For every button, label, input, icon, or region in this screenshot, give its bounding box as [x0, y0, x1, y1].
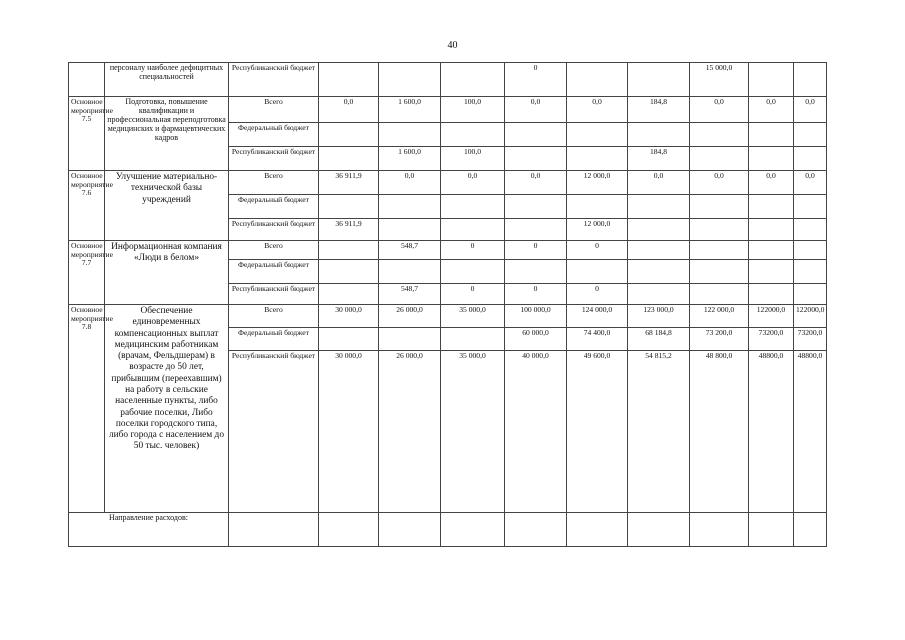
amount-cell: 184,8 [628, 147, 690, 171]
event-name: Обеспечение единовременных компенсационных выплат медицинским работникам (врачам, Фельдшерам) в возрасте до 50 лет, прибывшим (переехавшим) на работу в сельские населенные пункты, либо рабочие поселки, Либо поселки городского типа, либо города с населением до 50 тыс. человек) [105, 305, 229, 513]
table-row [69, 63, 827, 97]
amount-cell [794, 219, 827, 241]
amount-cell: 35 000,0 [441, 305, 505, 328]
amount-cell [567, 63, 628, 97]
amount-cell: 0 [505, 241, 567, 260]
amount-cell: 73200,0 [749, 328, 794, 351]
amount-cell: 0,0 [749, 171, 794, 195]
funding-source: Федеральный бюджет [229, 123, 319, 147]
amount-cell: 26 000,0 [379, 351, 441, 513]
amount-cell: 123 000,0 [628, 305, 690, 328]
event-name: Информационная компания «Люди в белом» [105, 241, 229, 305]
amount-cell [441, 195, 505, 219]
amount-cell: 30 000,0 [319, 351, 379, 513]
amount-cell: 49 600,0 [567, 351, 628, 513]
amount-cell [319, 260, 379, 284]
amount-cell: 100,0 [441, 147, 505, 171]
amount-cell [749, 147, 794, 171]
empty-cell [319, 513, 379, 547]
table-row [69, 241, 827, 260]
amount-cell [690, 219, 749, 241]
amount-cell: 0 [505, 63, 567, 97]
amount-cell: 0,0 [379, 171, 441, 195]
amount-cell [379, 260, 441, 284]
amount-cell: 0 [567, 284, 628, 305]
amount-cell: 0,0 [794, 97, 827, 123]
amount-cell [505, 219, 567, 241]
amount-cell [690, 147, 749, 171]
amount-cell [628, 241, 690, 260]
amount-cell: 35 000,0 [441, 351, 505, 513]
amount-cell: 73 200,0 [690, 328, 749, 351]
amount-cell [794, 284, 827, 305]
event-id: Основное мероприятие 7.7 [69, 241, 105, 305]
amount-cell [628, 63, 690, 97]
event-name: Улучшение материально-технической базы учреждений [105, 171, 229, 241]
amount-cell: 122 000,0 [690, 305, 749, 328]
amount-cell [319, 328, 379, 351]
amount-cell [749, 195, 794, 219]
budget-table [68, 62, 827, 547]
empty-cell [628, 513, 690, 547]
amount-cell [794, 195, 827, 219]
funding-source: Всего [229, 171, 319, 195]
amount-cell: 0,0 [749, 97, 794, 123]
amount-cell [567, 195, 628, 219]
amount-cell [379, 63, 441, 97]
amount-cell: 12 000,0 [567, 219, 628, 241]
amount-cell [749, 63, 794, 97]
amount-cell: 548,7 [379, 241, 441, 260]
amount-cell: 0,0 [505, 171, 567, 195]
empty-cell [567, 513, 628, 547]
amount-cell [441, 219, 505, 241]
event-id: Основное мероприятие 7.8 [69, 305, 105, 513]
amount-cell: 0,0 [690, 97, 749, 123]
amount-cell: 124 000,0 [567, 305, 628, 328]
amount-cell: 1 600,0 [379, 147, 441, 171]
funding-source: Республиканский бюджет [229, 147, 319, 171]
amount-cell: 60 000,0 [505, 328, 567, 351]
amount-cell: 0,0 [628, 171, 690, 195]
amount-cell: 0 [505, 284, 567, 305]
funding-source: Всего [229, 305, 319, 328]
empty-cell [229, 513, 319, 547]
funding-source: Всего [229, 97, 319, 123]
amount-cell [690, 284, 749, 305]
funding-source: Республиканский бюджет [229, 63, 319, 97]
amount-cell: 40 000,0 [505, 351, 567, 513]
amount-cell: 0,0 [567, 97, 628, 123]
amount-cell [319, 195, 379, 219]
amount-cell [794, 241, 827, 260]
funding-source: Республиканский бюджет [229, 351, 319, 513]
event-id [69, 63, 105, 97]
amount-cell: 0,0 [690, 171, 749, 195]
amount-cell [505, 147, 567, 171]
empty-cell [749, 513, 794, 547]
amount-cell [690, 241, 749, 260]
funding-source: Республиканский бюджет [229, 219, 319, 241]
empty-cell [690, 513, 749, 547]
amount-cell: 12 000,0 [567, 171, 628, 195]
amount-cell: 74 400,0 [567, 328, 628, 351]
amount-cell [567, 260, 628, 284]
amount-cell: 100,0 [441, 97, 505, 123]
amount-cell: 100 000,0 [505, 305, 567, 328]
amount-cell [567, 123, 628, 147]
empty-cell [505, 513, 567, 547]
amount-cell: 68 184,8 [628, 328, 690, 351]
amount-cell [441, 260, 505, 284]
amount-cell [567, 147, 628, 171]
amount-cell [505, 195, 567, 219]
funding-source: Федеральный бюджет [229, 328, 319, 351]
funding-source: Федеральный бюджет [229, 260, 319, 284]
amount-cell [505, 123, 567, 147]
amount-cell: 15 000,0 [690, 63, 749, 97]
table-row [69, 171, 827, 195]
amount-cell: 0,0 [794, 171, 827, 195]
amount-cell [505, 260, 567, 284]
amount-cell [749, 284, 794, 305]
amount-cell [319, 123, 379, 147]
amount-cell [749, 241, 794, 260]
amount-cell: 0 [441, 284, 505, 305]
event-name: Подготовка, повышение квалификации и профессиональная переподготовка медицинских и фармацевтических кадров [105, 97, 229, 171]
event-name: персоналу наиболее дефицитных специальностей [105, 63, 229, 97]
empty-cell [379, 513, 441, 547]
expense-direction-label: Направление расходов: [69, 513, 229, 547]
amount-cell [441, 63, 505, 97]
amount-cell [319, 284, 379, 305]
amount-cell [379, 328, 441, 351]
amount-cell [749, 260, 794, 284]
event-id: Основное мероприятие 7.6 [69, 171, 105, 241]
empty-cell [441, 513, 505, 547]
amount-cell [749, 219, 794, 241]
amount-cell: 36 911,9 [319, 171, 379, 195]
amount-cell [319, 147, 379, 171]
amount-cell: 1 600,0 [379, 97, 441, 123]
amount-cell: 36 911,9 [319, 219, 379, 241]
amount-cell [628, 219, 690, 241]
amount-cell [690, 260, 749, 284]
amount-cell: 184,8 [628, 97, 690, 123]
funding-source: Федеральный бюджет [229, 195, 319, 219]
table-row [69, 305, 827, 328]
amount-cell: 30 000,0 [319, 305, 379, 328]
amount-cell [628, 123, 690, 147]
amount-cell [794, 147, 827, 171]
amount-cell: 48800,0 [749, 351, 794, 513]
amount-cell: 0 [441, 241, 505, 260]
amount-cell: 0,0 [505, 97, 567, 123]
funding-source: Всего [229, 241, 319, 260]
amount-cell [319, 241, 379, 260]
amount-cell [628, 260, 690, 284]
funding-source: Республиканский бюджет [229, 284, 319, 305]
empty-cell [794, 513, 827, 547]
amount-cell [794, 260, 827, 284]
page-number: 40 [447, 40, 458, 51]
footer-row [69, 513, 827, 547]
amount-cell [379, 195, 441, 219]
amount-cell [690, 123, 749, 147]
amount-cell [379, 219, 441, 241]
amount-cell: 548,7 [379, 284, 441, 305]
amount-cell: 0,0 [319, 97, 379, 123]
amount-cell [319, 63, 379, 97]
amount-cell: 73200,0 [794, 328, 827, 351]
amount-cell: 0 [567, 241, 628, 260]
amount-cell: 48 800,0 [690, 351, 749, 513]
amount-cell: 26 000,0 [379, 305, 441, 328]
amount-cell: 48800,0 [794, 351, 827, 513]
amount-cell [628, 195, 690, 219]
amount-cell: 122000,0 [749, 305, 794, 328]
amount-cell [794, 63, 827, 97]
amount-cell: 0,0 [441, 171, 505, 195]
table-row [69, 97, 827, 123]
amount-cell [628, 284, 690, 305]
amount-cell: 54 815,2 [628, 351, 690, 513]
amount-cell [441, 123, 505, 147]
event-id: Основное мероприятие 7.5 [69, 97, 105, 171]
amount-cell [690, 195, 749, 219]
amount-cell: 122000,0 [794, 305, 827, 328]
amount-cell [379, 123, 441, 147]
amount-cell [749, 123, 794, 147]
amount-cell [441, 328, 505, 351]
amount-cell [794, 123, 827, 147]
